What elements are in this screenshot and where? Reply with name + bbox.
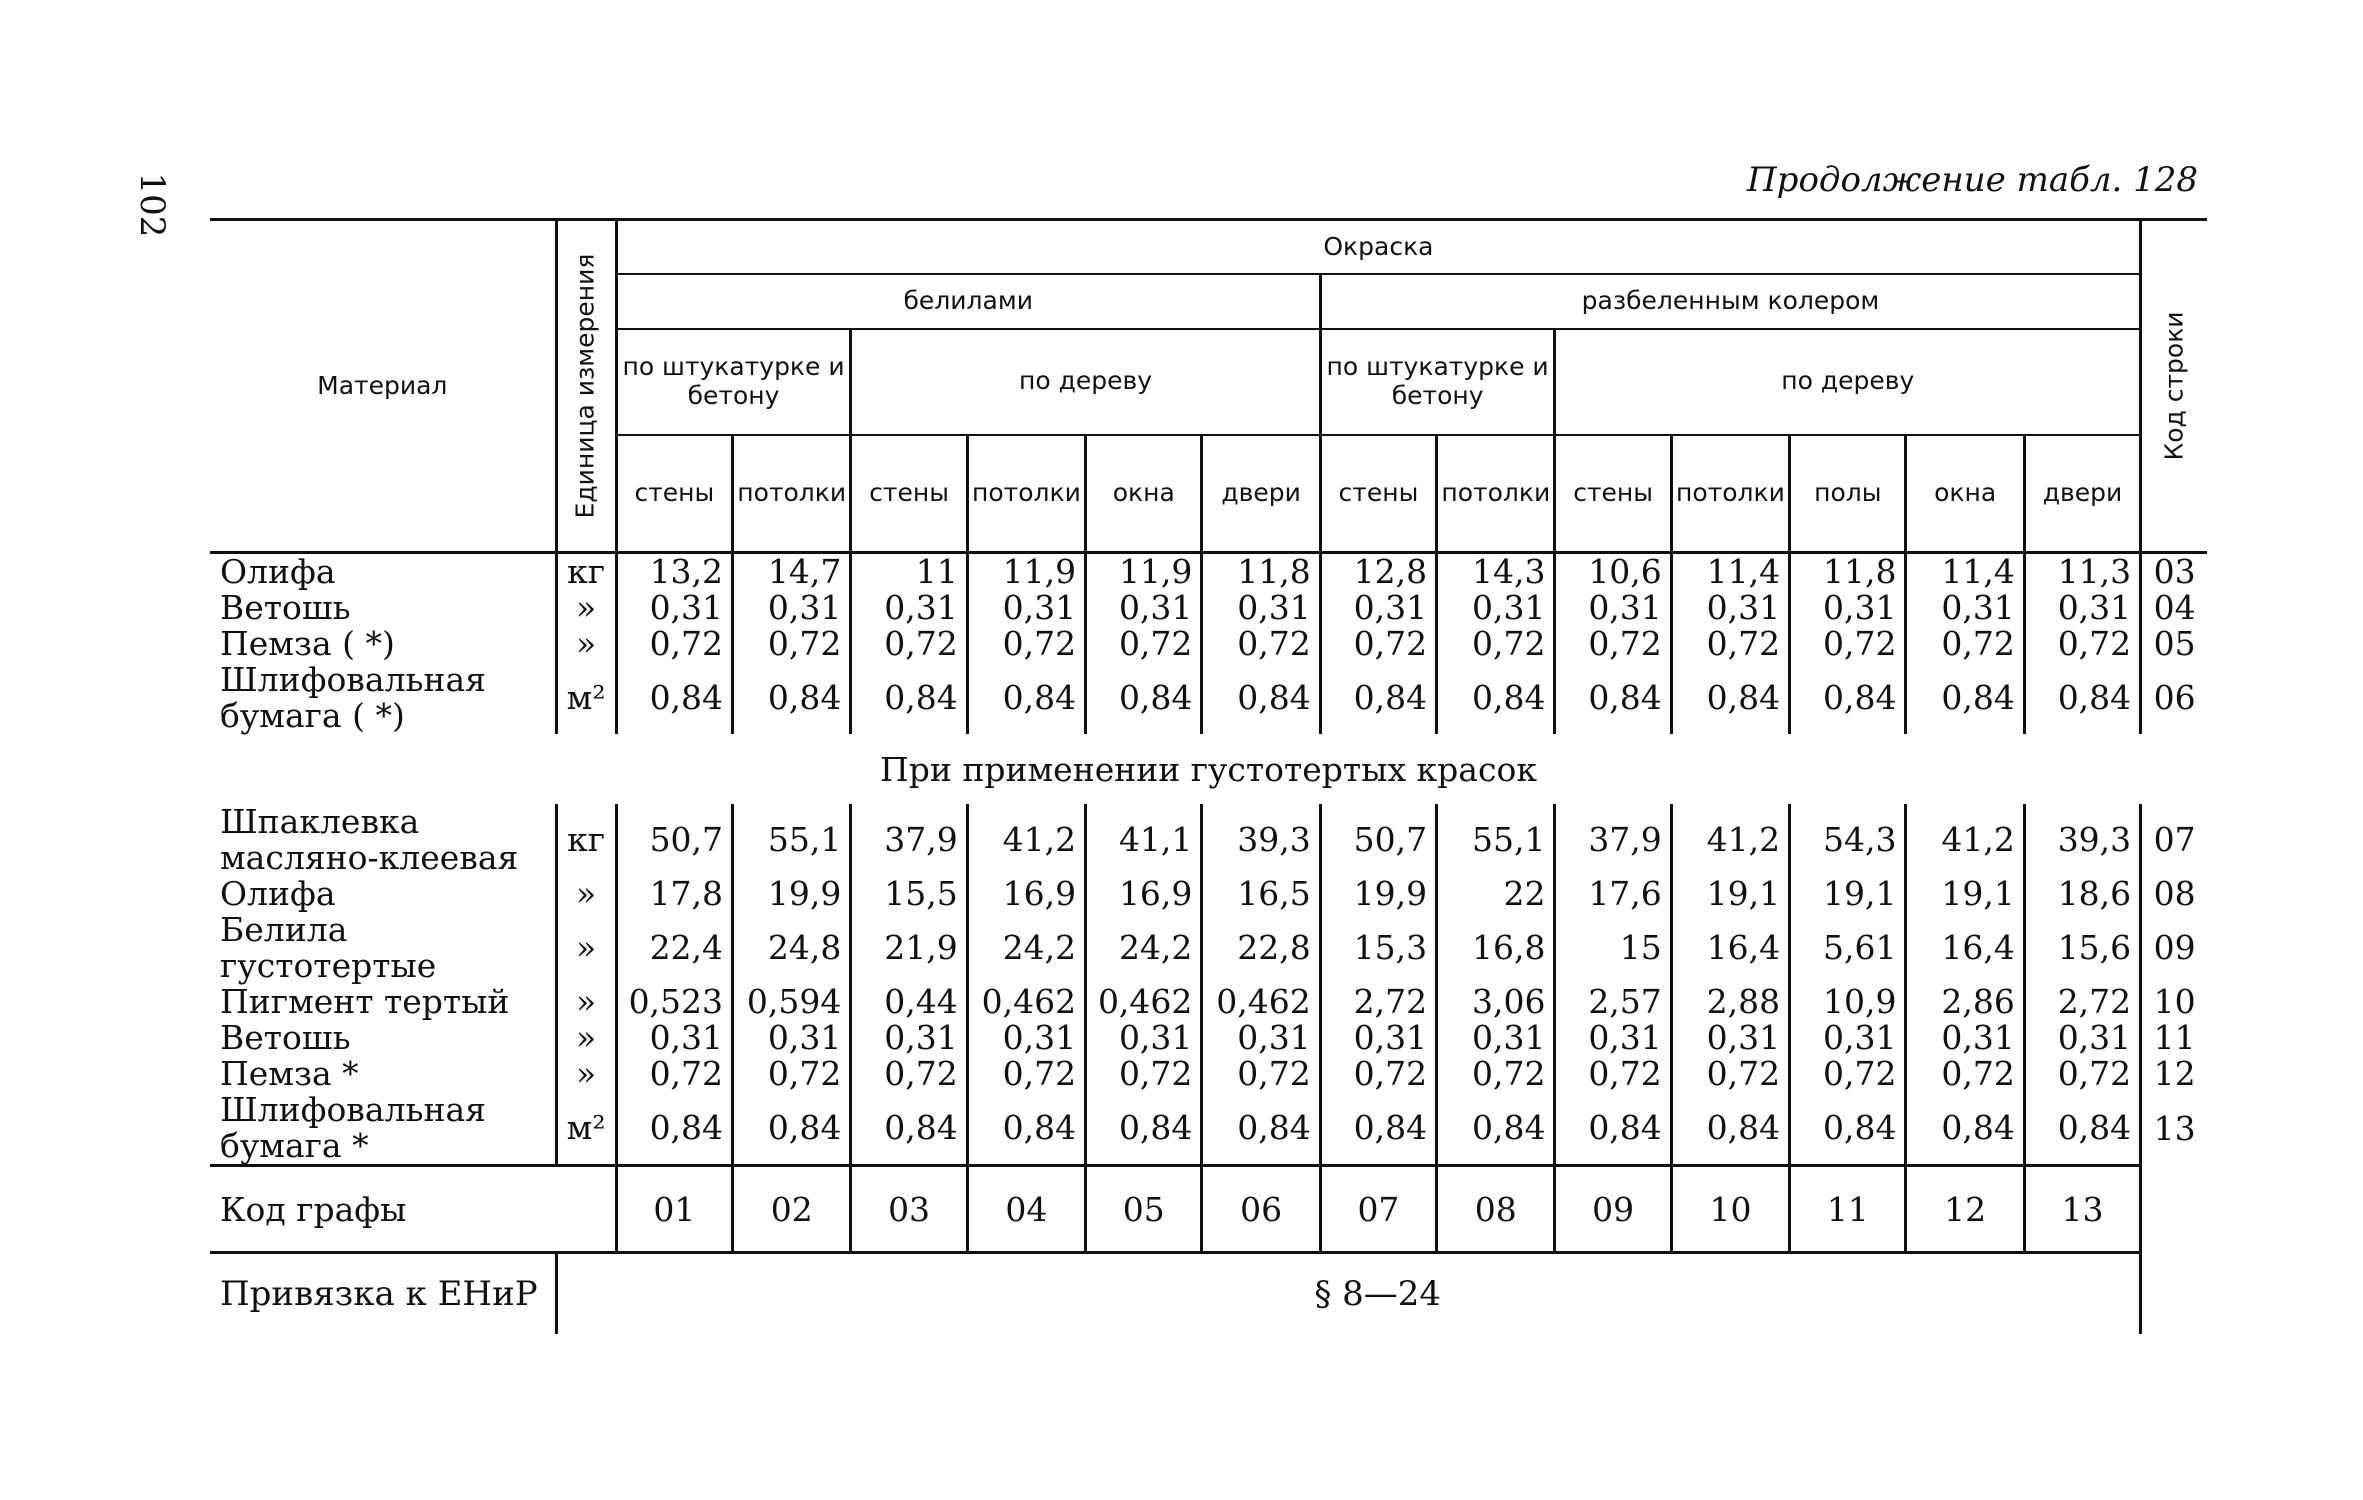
value-cell: 18,6 [2024, 876, 2140, 912]
table-continuation-caption: Продолжение табл. 128 [1747, 160, 2198, 200]
value-cell: 22,4 [616, 912, 732, 984]
value-cell: 0,31 [1555, 590, 1671, 626]
graph-code-cell: 04 [967, 1166, 1085, 1253]
value-cell: 0,72 [967, 1056, 1085, 1092]
value-cell: 0,31 [1555, 1020, 1671, 1056]
graph-code-right-edge [2141, 1166, 2207, 1253]
value-cell: 3,06 [1437, 984, 1555, 1020]
value-cell: 37,9 [1555, 804, 1671, 876]
value-cell: 0,84 [1437, 1092, 1555, 1166]
value-cell: 0,31 [967, 1020, 1085, 1056]
table-row [210, 662, 2207, 734]
row-code-cell: 11 [2141, 1020, 2207, 1056]
material-name: Олифа [220, 874, 336, 913]
row-code-cell: 09 [2141, 912, 2207, 984]
material-name: Шпаклевка масляно-клеевая [220, 802, 519, 877]
value-cell: 0,84 [1437, 662, 1555, 734]
graph-code-cell: 01 [616, 1166, 732, 1253]
value-cell: 16,8 [1437, 912, 1555, 984]
value-cell: 54,3 [1790, 804, 1906, 876]
value-cell: 22,8 [1202, 912, 1320, 984]
column-header: потолки [1671, 435, 1789, 552]
value-cell: 11,8 [1202, 553, 1320, 591]
unit-cell: » [556, 876, 616, 912]
material-name: Ветошь [220, 588, 351, 627]
value-cell: 0,31 [1671, 590, 1789, 626]
value-cell: 17,8 [616, 876, 732, 912]
value-cell: 0,84 [616, 662, 732, 734]
value-cell: 0,462 [967, 984, 1085, 1020]
value-cell: 11,4 [1906, 553, 2024, 591]
unit-cell: » [556, 1020, 616, 1056]
header-plaster-concrete-1: по штукатурке и бетону [616, 329, 851, 435]
value-cell: 22 [1437, 876, 1555, 912]
unit-cell: » [556, 590, 616, 626]
header-material: Материал [210, 220, 556, 553]
value-cell: 13,2 [616, 553, 732, 591]
material-name: Пемза ( *) [220, 624, 395, 663]
value-cell: 0,84 [851, 1092, 967, 1166]
value-cell: 24,2 [967, 912, 1085, 984]
row-code-cell: 07 [2141, 804, 2207, 876]
value-cell: 14,7 [733, 553, 851, 591]
unit-cell: кг [556, 553, 616, 591]
value-cell: 16,4 [1671, 912, 1789, 984]
material-name: Белила густотертые [220, 910, 437, 985]
graph-code-cell: 02 [733, 1166, 851, 1253]
table-row [210, 626, 2207, 662]
value-cell: 0,84 [1790, 662, 1906, 734]
value-cell: 11 [851, 553, 967, 591]
value-cell: 2,86 [1906, 984, 2024, 1020]
header-unit: Единица измерения [556, 220, 616, 553]
graph-code-cell: 05 [1086, 1166, 1202, 1253]
value-cell: 0,31 [1671, 1020, 1789, 1056]
table-footer [210, 1166, 2207, 1335]
unit-cell: м² [556, 1092, 616, 1166]
value-cell: 0,84 [2024, 662, 2140, 734]
value-cell: 0,31 [1086, 1020, 1202, 1056]
value-cell: 0,84 [733, 662, 851, 734]
value-cell: 39,3 [1202, 804, 1320, 876]
value-cell: 0,462 [1086, 984, 1202, 1020]
value-cell: 0,84 [967, 662, 1085, 734]
header-row-code: Код строки [2141, 220, 2207, 553]
value-cell: 15,5 [851, 876, 967, 912]
value-cell: 0,84 [967, 1092, 1085, 1166]
value-cell: 2,72 [2024, 984, 2140, 1020]
value-cell: 0,72 [1202, 626, 1320, 662]
graph-code-label: Код графы [210, 1166, 556, 1253]
binding-value: § 8—24 [1314, 1274, 1442, 1314]
graph-code-cell: 13 [2024, 1166, 2140, 1253]
value-cell: 0,84 [1555, 662, 1671, 734]
value-cell: 0,462 [1202, 984, 1320, 1020]
value-cell: 5,61 [1790, 912, 1906, 984]
value-cell: 0,84 [1320, 1092, 1436, 1166]
value-cell: 11,9 [1086, 553, 1202, 591]
value-cell: 12,8 [1320, 553, 1436, 591]
binding-right-edge [2141, 1253, 2207, 1335]
table-row [210, 804, 2207, 876]
value-cell: 15,6 [2024, 912, 2140, 984]
material-name: Шлифовальная бумага ( *) [220, 660, 486, 735]
header-group-whitewash: белилами [616, 274, 1320, 328]
value-cell: 19,9 [1320, 876, 1436, 912]
value-cell: 0,31 [1320, 590, 1436, 626]
graph-code-cell: 03 [851, 1166, 967, 1253]
value-cell: 16,5 [1202, 876, 1320, 912]
value-cell: 0,31 [851, 590, 967, 626]
graph-code-cell: 08 [1437, 1166, 1555, 1253]
value-cell: 0,72 [1202, 1056, 1320, 1092]
value-cell: 0,84 [1202, 1092, 1320, 1166]
value-cell: 0,84 [1906, 662, 2024, 734]
value-cell: 0,72 [2024, 1056, 2140, 1092]
page-number: 102 [132, 172, 172, 238]
value-cell: 0,31 [733, 1020, 851, 1056]
value-cell: 0,72 [1320, 626, 1436, 662]
table-row [210, 912, 2207, 984]
value-cell: 2,72 [1320, 984, 1436, 1020]
value-cell: 0,31 [851, 1020, 967, 1056]
value-cell: 0,72 [616, 626, 732, 662]
value-cell: 0,72 [1437, 626, 1555, 662]
table-row [210, 984, 2207, 1020]
value-cell: 41,2 [1906, 804, 2024, 876]
value-cell: 0,31 [1437, 590, 1555, 626]
graph-code-cell: 11 [1790, 1166, 1906, 1253]
value-cell: 0,84 [1086, 662, 1202, 734]
unit-cell: » [556, 626, 616, 662]
value-cell: 10,6 [1555, 553, 1671, 591]
value-cell: 16,9 [967, 876, 1085, 912]
material-name: Олифа [220, 552, 336, 591]
value-cell: 16,4 [1906, 912, 2024, 984]
value-cell: 11,3 [2024, 553, 2140, 591]
header-wood-2: по дереву [1555, 329, 2141, 435]
value-cell: 0,31 [616, 1020, 732, 1056]
row-code-cell: 13 [2141, 1092, 2207, 1166]
material-name: Шлифовальная бумага * [220, 1090, 486, 1165]
section-divider [210, 734, 2207, 804]
column-header: стены [1320, 435, 1436, 552]
value-cell: 0,84 [733, 1092, 851, 1166]
value-cell: 0,31 [1790, 590, 1906, 626]
value-cell: 19,9 [733, 876, 851, 912]
value-cell: 50,7 [616, 804, 732, 876]
value-cell: 39,3 [2024, 804, 2140, 876]
material-name: Пемза * [220, 1054, 359, 1093]
value-cell: 0,84 [1086, 1092, 1202, 1166]
table-row [210, 1020, 2207, 1056]
value-cell: 0,84 [1906, 1092, 2024, 1166]
value-cell: 0,84 [1202, 662, 1320, 734]
value-cell: 0,31 [1086, 590, 1202, 626]
value-cell: 17,6 [1555, 876, 1671, 912]
value-cell: 2,88 [1671, 984, 1789, 1020]
value-cell: 0,72 [1320, 1056, 1436, 1092]
value-cell: 0,72 [1437, 1056, 1555, 1092]
table-row [210, 553, 2207, 591]
value-cell: 0,72 [1790, 1056, 1906, 1092]
table-row [210, 590, 2207, 626]
row-code-cell: 04 [2141, 590, 2207, 626]
table-block-thick-paint [210, 804, 2207, 1166]
value-cell: 0,72 [1906, 626, 2024, 662]
header-plaster-concrete-2: по штукатурке и бетону [1320, 329, 1555, 435]
value-cell: 0,31 [1320, 1020, 1436, 1056]
column-header: потолки [967, 435, 1085, 552]
graph-code-unit-spacer [556, 1166, 616, 1253]
column-header: стены [1555, 435, 1671, 552]
value-cell: 15 [1555, 912, 1671, 984]
graph-code-cell: 12 [1906, 1166, 2024, 1253]
value-cell: 0,31 [733, 590, 851, 626]
value-cell: 0,72 [851, 1056, 967, 1092]
value-cell: 10,9 [1790, 984, 1906, 1020]
value-cell: 0,84 [1320, 662, 1436, 734]
value-cell: 2,57 [1555, 984, 1671, 1020]
value-cell: 19,1 [1790, 876, 1906, 912]
table-row [210, 876, 2207, 912]
value-cell: 0,31 [1202, 590, 1320, 626]
value-cell: 0,84 [851, 662, 967, 734]
column-header: стены [616, 435, 732, 552]
value-cell: 0,31 [2024, 1020, 2140, 1056]
graph-code-cell: 07 [1320, 1166, 1436, 1253]
value-cell: 0,72 [1906, 1056, 2024, 1092]
table-header [210, 220, 2207, 553]
value-cell: 19,1 [1671, 876, 1789, 912]
value-cell: 0,72 [733, 1056, 851, 1092]
materials-norm-table [210, 218, 2207, 1334]
value-cell: 0,44 [851, 984, 967, 1020]
value-cell: 0,523 [616, 984, 732, 1020]
value-cell: 0,72 [2024, 626, 2140, 662]
value-cell: 0,72 [1671, 626, 1789, 662]
graph-code-cell: 09 [1555, 1166, 1671, 1253]
unit-cell: » [556, 912, 616, 984]
graph-code-cell: 06 [1202, 1166, 1320, 1253]
value-cell: 0,84 [1790, 1092, 1906, 1166]
value-cell: 11,4 [1671, 553, 1789, 591]
value-cell: 16,9 [1086, 876, 1202, 912]
value-cell: 0,84 [1555, 1092, 1671, 1166]
value-cell: 14,3 [1437, 553, 1555, 591]
column-header: полы [1790, 435, 1906, 552]
column-header: двери [2024, 435, 2140, 552]
value-cell: 0,31 [1202, 1020, 1320, 1056]
row-code-cell: 05 [2141, 626, 2207, 662]
table-block-oil-paint [210, 553, 2207, 735]
value-cell: 0,31 [967, 590, 1085, 626]
column-header: окна [1086, 435, 1202, 552]
value-cell: 0,31 [1906, 590, 2024, 626]
value-cell: 0,31 [1906, 1020, 2024, 1056]
value-cell: 37,9 [851, 804, 967, 876]
row-code-cell: 06 [2141, 662, 2207, 734]
header-group-tinted: разбеленным колером [1320, 274, 2140, 328]
binding-label: Привязка к ЕНиР [220, 1274, 538, 1314]
value-cell: 0,594 [733, 984, 851, 1020]
value-cell: 0,31 [1437, 1020, 1555, 1056]
value-cell: 0,84 [1671, 662, 1789, 734]
value-cell: 50,7 [1320, 804, 1436, 876]
value-cell: 0,72 [733, 626, 851, 662]
graph-code-cell: 10 [1671, 1166, 1789, 1253]
binding-spacer [556, 1253, 616, 1335]
value-cell: 0,72 [1790, 626, 1906, 662]
value-cell: 0,84 [616, 1092, 732, 1166]
value-cell: 0,84 [2024, 1092, 2140, 1166]
value-cell: 15,3 [1320, 912, 1436, 984]
row-code-cell: 10 [2141, 984, 2207, 1020]
column-header: двери [1202, 435, 1320, 552]
value-cell: 0,72 [1086, 1056, 1202, 1092]
unit-cell: м² [556, 662, 616, 734]
unit-cell: » [556, 1056, 616, 1092]
row-code-cell: 12 [2141, 1056, 2207, 1092]
unit-cell: кг [556, 804, 616, 876]
row-code-cell: 03 [2141, 553, 2207, 591]
value-cell: 19,1 [1906, 876, 2024, 912]
value-cell: 0,72 [616, 1056, 732, 1092]
value-cell: 55,1 [1437, 804, 1555, 876]
value-cell: 0,72 [1671, 1056, 1789, 1092]
value-cell: 41,1 [1086, 804, 1202, 876]
column-header: окна [1906, 435, 2024, 552]
value-cell: 24,8 [733, 912, 851, 984]
value-cell: 0,31 [1790, 1020, 1906, 1056]
value-cell: 11,8 [1790, 553, 1906, 591]
section-title: При применении густотертых красок [880, 749, 1537, 789]
material-name: Пигмент тертый [220, 982, 510, 1021]
value-cell: 24,2 [1086, 912, 1202, 984]
value-cell: 0,84 [1671, 1092, 1789, 1166]
material-name: Ветошь [220, 1018, 351, 1057]
value-cell: 55,1 [733, 804, 851, 876]
value-cell: 0,31 [2024, 590, 2140, 626]
value-cell: 41,2 [1671, 804, 1789, 876]
value-cell: 0,72 [851, 626, 967, 662]
value-cell: 0,72 [1555, 1056, 1671, 1092]
column-header: потолки [1437, 435, 1555, 552]
value-cell: 21,9 [851, 912, 967, 984]
value-cell: 41,2 [967, 804, 1085, 876]
value-cell: 0,72 [1086, 626, 1202, 662]
table-row [210, 1056, 2207, 1092]
header-wood-1: по дереву [851, 329, 1320, 435]
unit-cell: » [556, 984, 616, 1020]
column-header: стены [851, 435, 967, 552]
row-code-cell: 08 [2141, 876, 2207, 912]
value-cell: 11,9 [967, 553, 1085, 591]
table-row [210, 1092, 2207, 1166]
column-header: потолки [733, 435, 851, 552]
value-cell: 0,72 [1555, 626, 1671, 662]
value-cell: 0,31 [616, 590, 732, 626]
value-cell: 0,72 [967, 626, 1085, 662]
header-painting: Окраска [616, 220, 2140, 275]
